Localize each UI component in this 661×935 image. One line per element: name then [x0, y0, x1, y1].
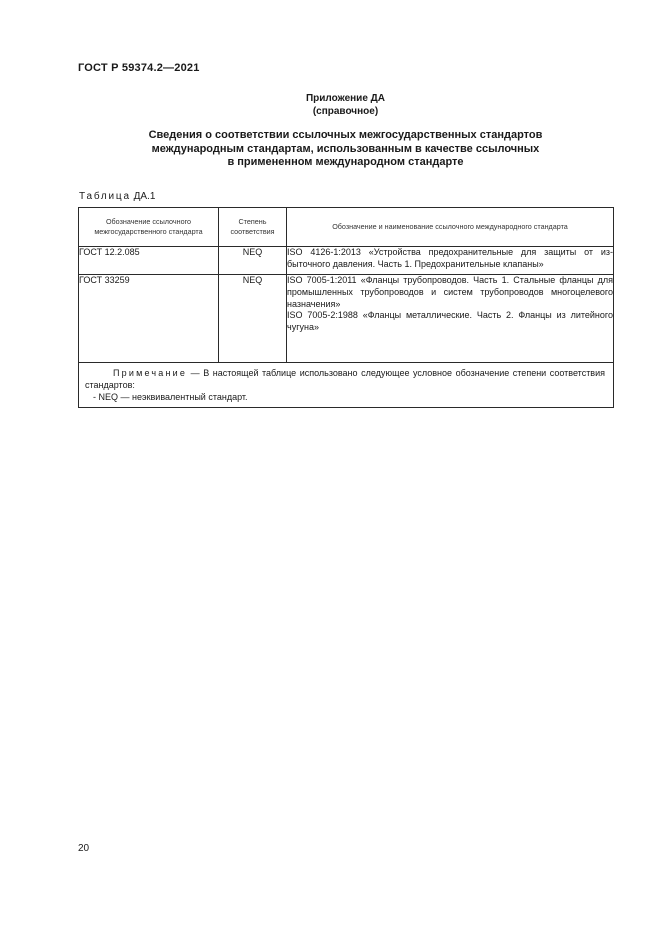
table-note	[79, 363, 614, 408]
cell-degree: NEQ	[219, 247, 287, 275]
table-row	[79, 247, 614, 275]
heading-line-2: международным стандартам, использованным в качестве ссылочных	[151, 142, 540, 155]
cell-standard: ГОСТ 33259	[79, 275, 219, 363]
cell-degree: NEQ	[219, 275, 287, 363]
appendix-title: Приложение ДА	[305, 93, 386, 104]
cell-international	[287, 247, 614, 275]
appendix-block	[0, 92, 661, 118]
note-text-block	[85, 367, 605, 391]
header-degree: Степень соответствия	[219, 208, 287, 247]
header-international-standard: Обозначение и наименование ссылочного международного стандарта	[287, 208, 614, 247]
note-text: — В настоящей таблице использовано следующее условное обозначение степени соответствия стандартов:	[85, 368, 605, 390]
cell-standard: ГОСТ 12.2.085	[79, 247, 219, 275]
page-number: 20	[78, 843, 90, 854]
cell-international	[287, 275, 614, 363]
table-note-row	[79, 363, 614, 408]
table-caption	[79, 191, 155, 202]
header-national-standard: Обозначение ссылочного межгосударственного стандарта	[79, 208, 219, 247]
table-caption-number: ДА.1	[133, 191, 156, 202]
international-entry: ISO 4126-1:2013 «Устройства предохранительные для защиты от избыточного давления. Часть 1. Предохранительные клапаны»	[287, 247, 613, 269]
section-heading	[0, 129, 661, 170]
international-entry: ISO 7005-1:2011 «Фланцы трубопроводов. Часть 1. Стальные фланцы для промышленных трубопроводов и систем трубопроводов многоцелевого назначения»	[287, 275, 613, 309]
note-label: Примечание	[113, 368, 188, 378]
document-id: ГОСТ Р 59374.2—2021	[78, 62, 200, 74]
international-entry: ISO 7005-2:1988 «Фланцы металлические. Часть 2. Фланцы из литейного чугуна»	[287, 310, 613, 333]
table-caption-word: Таблица	[79, 191, 131, 202]
table-header-row	[79, 208, 614, 247]
table-row	[79, 275, 614, 363]
heading-line-3: в примененном международном стандарте	[227, 156, 464, 168]
appendix-subtitle: (справочное)	[312, 106, 379, 117]
note-list-item: - NEQ — неэквивалентный стандарт.	[93, 392, 248, 402]
reference-table	[78, 207, 614, 408]
heading-line-1: Сведения о соответствии ссылочных межгосударственных стандартов	[148, 129, 543, 141]
